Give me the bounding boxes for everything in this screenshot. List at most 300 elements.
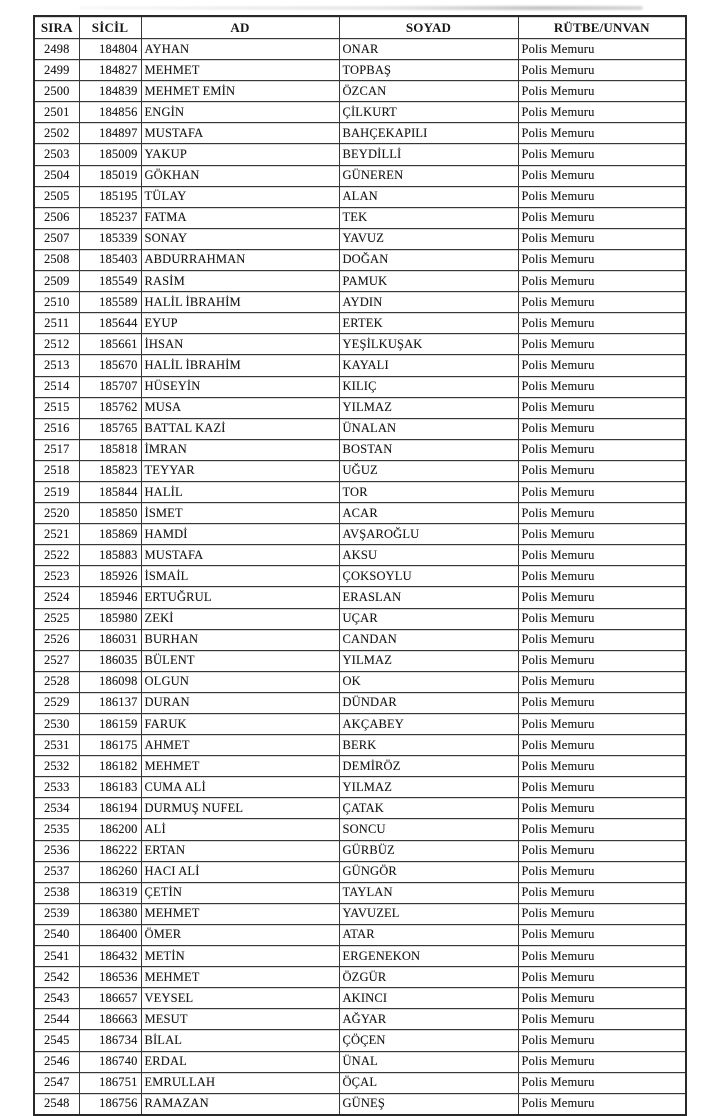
table-row: [34, 1093, 686, 1115]
cell-sira: 2511: [34, 313, 79, 334]
cell-soyad: DOĞAN: [339, 249, 518, 270]
table-row: [34, 545, 686, 566]
cell-sicil: 185707: [79, 376, 141, 397]
cell-soyad: AKÇABEY: [339, 714, 518, 735]
table-row: [34, 735, 686, 756]
cell-soyad: ÜNALAN: [339, 418, 518, 439]
cell-rutbe-unvan: Polis Memuru: [518, 355, 686, 376]
cell-rutbe-unvan: Polis Memuru: [518, 102, 686, 123]
cell-sira: 2498: [34, 39, 79, 60]
cell-sira: 2507: [34, 228, 79, 249]
cell-ad: AYHAN: [141, 39, 339, 60]
table-row: [34, 798, 686, 819]
cell-soyad: ERTEK: [339, 313, 518, 334]
table-row: [34, 1009, 686, 1030]
table-row: [34, 714, 686, 735]
cell-soyad: AKINCI: [339, 988, 518, 1009]
cell-sira: 2521: [34, 524, 79, 545]
cell-sira: 2525: [34, 608, 79, 629]
cell-sicil: 185019: [79, 165, 141, 186]
cell-sicil: 185670: [79, 355, 141, 376]
cell-ad: İMRAN: [141, 439, 339, 460]
table-row: [34, 524, 686, 545]
cell-sicil: 185869: [79, 524, 141, 545]
cell-ad: MEHMET: [141, 903, 339, 924]
cell-ad: VEYSEL: [141, 988, 339, 1009]
cell-sicil: 186751: [79, 1072, 141, 1093]
cell-ad: FARUK: [141, 714, 339, 735]
cell-sicil: 185644: [79, 313, 141, 334]
cell-rutbe-unvan: Polis Memuru: [518, 756, 686, 777]
cell-sicil: 185765: [79, 418, 141, 439]
table-row: [34, 882, 686, 903]
cell-soyad: YAVUZ: [339, 228, 518, 249]
cell-ad: METİN: [141, 946, 339, 967]
table-row: [34, 903, 686, 924]
cell-ad: HACI ALİ: [141, 861, 339, 882]
cell-soyad: GÜNEŞ: [339, 1093, 518, 1115]
cell-soyad: KILIÇ: [339, 376, 518, 397]
cell-sira: 2547: [34, 1072, 79, 1093]
cell-soyad: YILMAZ: [339, 397, 518, 418]
cell-sicil: 186400: [79, 924, 141, 945]
cell-ad: İSMET: [141, 503, 339, 524]
table-row: [34, 271, 686, 292]
cell-sicil: 186657: [79, 988, 141, 1009]
cell-ad: MEHMET: [141, 967, 339, 988]
cell-sicil: 186183: [79, 777, 141, 798]
table-row: [34, 313, 686, 334]
cell-sira: 2503: [34, 144, 79, 165]
cell-rutbe-unvan: Polis Memuru: [518, 1072, 686, 1093]
cell-soyad: TEK: [339, 207, 518, 228]
cell-rutbe-unvan: Polis Memuru: [518, 271, 686, 292]
cell-sicil: 186159: [79, 714, 141, 735]
cell-rutbe-unvan: Polis Memuru: [518, 1009, 686, 1030]
cell-rutbe-unvan: Polis Memuru: [518, 924, 686, 945]
cell-ad: ÇETİN: [141, 882, 339, 903]
table-row: [34, 355, 686, 376]
cell-sicil: 186380: [79, 903, 141, 924]
cell-sira: 2548: [34, 1093, 79, 1115]
cell-sira: 2537: [34, 861, 79, 882]
table-row: [34, 460, 686, 481]
cell-rutbe-unvan: Polis Memuru: [518, 1093, 686, 1115]
table-row: [34, 144, 686, 165]
cell-rutbe-unvan: Polis Memuru: [518, 1030, 686, 1051]
table-row: [34, 60, 686, 81]
cell-rutbe-unvan: Polis Memuru: [518, 460, 686, 481]
column-header-rutbe-unvan: RÜTBE/UNVAN: [518, 16, 686, 39]
cell-rutbe-unvan: Polis Memuru: [518, 671, 686, 692]
cell-sira: 2526: [34, 629, 79, 650]
table-row: [34, 418, 686, 439]
cell-soyad: UĞUZ: [339, 460, 518, 481]
cell-ad: MUSA: [141, 397, 339, 418]
cell-rutbe-unvan: Polis Memuru: [518, 503, 686, 524]
table-row: [34, 249, 686, 270]
cell-sira: 2527: [34, 650, 79, 671]
cell-rutbe-unvan: Polis Memuru: [518, 1051, 686, 1072]
cell-sicil: 186182: [79, 756, 141, 777]
cell-soyad: AYDIN: [339, 292, 518, 313]
cell-rutbe-unvan: Polis Memuru: [518, 186, 686, 207]
cell-soyad: ERGENEKON: [339, 946, 518, 967]
cell-rutbe-unvan: Polis Memuru: [518, 882, 686, 903]
cell-sicil: 185339: [79, 228, 141, 249]
cell-rutbe-unvan: Polis Memuru: [518, 481, 686, 502]
cell-soyad: ÇATAK: [339, 798, 518, 819]
cell-ad: GÖKHAN: [141, 165, 339, 186]
table-row: [34, 397, 686, 418]
column-header-sicil: SİCİL: [79, 16, 141, 39]
cell-sira: 2536: [34, 840, 79, 861]
cell-soyad: GÜNEREN: [339, 165, 518, 186]
cell-rutbe-unvan: Polis Memuru: [518, 587, 686, 608]
cell-soyad: GÜNGÖR: [339, 861, 518, 882]
cell-sira: 2544: [34, 1009, 79, 1030]
table-row: [34, 566, 686, 587]
table-row: [34, 228, 686, 249]
scan-artifact: [78, 6, 643, 10]
cell-sira: 2528: [34, 671, 79, 692]
cell-ad: İHSAN: [141, 334, 339, 355]
cell-soyad: YILMAZ: [339, 650, 518, 671]
cell-sicil: 186663: [79, 1009, 141, 1030]
cell-soyad: BAHÇEKAPILI: [339, 123, 518, 144]
cell-rutbe-unvan: Polis Memuru: [518, 292, 686, 313]
cell-sicil: 185883: [79, 545, 141, 566]
cell-sicil: 185237: [79, 207, 141, 228]
cell-soyad: DEMİRÖZ: [339, 756, 518, 777]
cell-rutbe-unvan: Polis Memuru: [518, 735, 686, 756]
personnel-table: [33, 15, 687, 1116]
cell-soyad: ACAR: [339, 503, 518, 524]
cell-soyad: OK: [339, 671, 518, 692]
cell-ad: İSMAİL: [141, 566, 339, 587]
cell-sicil: 185823: [79, 460, 141, 481]
cell-soyad: AVŞAROĞLU: [339, 524, 518, 545]
cell-soyad: DÜNDAR: [339, 692, 518, 713]
cell-sira: 2523: [34, 566, 79, 587]
cell-sicil: 185762: [79, 397, 141, 418]
cell-ad: TÜLAY: [141, 186, 339, 207]
cell-ad: ERTAN: [141, 840, 339, 861]
table-header: [34, 16, 686, 39]
cell-rutbe-unvan: Polis Memuru: [518, 629, 686, 650]
cell-sira: 2515: [34, 397, 79, 418]
cell-rutbe-unvan: Polis Memuru: [518, 988, 686, 1009]
cell-sira: 2542: [34, 967, 79, 988]
cell-soyad: TAYLAN: [339, 882, 518, 903]
cell-soyad: BOSTAN: [339, 439, 518, 460]
cell-sira: 2529: [34, 692, 79, 713]
cell-ad: HAMDİ: [141, 524, 339, 545]
cell-sicil: 185589: [79, 292, 141, 313]
cell-rutbe-unvan: Polis Memuru: [518, 566, 686, 587]
cell-sicil: 186175: [79, 735, 141, 756]
cell-rutbe-unvan: Polis Memuru: [518, 967, 686, 988]
cell-rutbe-unvan: Polis Memuru: [518, 545, 686, 566]
cell-ad: AHMET: [141, 735, 339, 756]
table-row: [34, 165, 686, 186]
table-row: [34, 924, 686, 945]
cell-soyad: ÇÖÇEN: [339, 1030, 518, 1051]
cell-soyad: YEŞİLKUŞAK: [339, 334, 518, 355]
cell-sicil: 185818: [79, 439, 141, 460]
table-row: [34, 608, 686, 629]
cell-ad: DURMUŞ NUFEL: [141, 798, 339, 819]
cell-sira: 2539: [34, 903, 79, 924]
cell-sira: 2517: [34, 439, 79, 460]
cell-soyad: ÖZGÜR: [339, 967, 518, 988]
cell-ad: BÜLENT: [141, 650, 339, 671]
cell-rutbe-unvan: Polis Memuru: [518, 207, 686, 228]
cell-soyad: ATAR: [339, 924, 518, 945]
cell-rutbe-unvan: Polis Memuru: [518, 946, 686, 967]
cell-sira: 2506: [34, 207, 79, 228]
cell-rutbe-unvan: Polis Memuru: [518, 418, 686, 439]
cell-sira: 2516: [34, 418, 79, 439]
column-header-ad: AD: [141, 16, 339, 39]
cell-ad: MEHMET EMİN: [141, 81, 339, 102]
cell-rutbe-unvan: Polis Memuru: [518, 228, 686, 249]
cell-sicil: 186734: [79, 1030, 141, 1051]
cell-sicil: 185661: [79, 334, 141, 355]
cell-sira: 2513: [34, 355, 79, 376]
cell-soyad: AĞYAR: [339, 1009, 518, 1030]
cell-sira: 2510: [34, 292, 79, 313]
cell-ad: MUSTAFA: [141, 545, 339, 566]
table-row: [34, 1072, 686, 1093]
table-row: [34, 503, 686, 524]
cell-soyad: TOR: [339, 481, 518, 502]
cell-sicil: 185844: [79, 481, 141, 502]
cell-sira: 2538: [34, 882, 79, 903]
cell-ad: ALİ: [141, 819, 339, 840]
cell-ad: MUSTAFA: [141, 123, 339, 144]
table-row: [34, 777, 686, 798]
cell-ad: YAKUP: [141, 144, 339, 165]
cell-sicil: 186035: [79, 650, 141, 671]
cell-sicil: 185009: [79, 144, 141, 165]
table-row: [34, 1051, 686, 1072]
cell-sira: 2533: [34, 777, 79, 798]
cell-ad: MEHMET: [141, 756, 339, 777]
table-row: [34, 39, 686, 60]
table-row: [34, 756, 686, 777]
table-row: [34, 967, 686, 988]
table-row: [34, 439, 686, 460]
cell-ad: HALİL İBRAHİM: [141, 292, 339, 313]
column-header-soyad: SOYAD: [339, 16, 518, 39]
cell-soyad: KAYALI: [339, 355, 518, 376]
cell-rutbe-unvan: Polis Memuru: [518, 903, 686, 924]
cell-sira: 2524: [34, 587, 79, 608]
cell-sira: 2530: [34, 714, 79, 735]
table-row: [34, 186, 686, 207]
cell-sicil: 186260: [79, 861, 141, 882]
cell-ad: MEHMET: [141, 60, 339, 81]
cell-rutbe-unvan: Polis Memuru: [518, 249, 686, 270]
table-row: [34, 123, 686, 144]
cell-rutbe-unvan: Polis Memuru: [518, 334, 686, 355]
cell-sira: 2508: [34, 249, 79, 270]
cell-rutbe-unvan: Polis Memuru: [518, 608, 686, 629]
cell-sira: 2512: [34, 334, 79, 355]
cell-ad: OLGUN: [141, 671, 339, 692]
cell-sira: 2519: [34, 481, 79, 502]
column-header-sira: SIRA: [34, 16, 79, 39]
table-row: [34, 81, 686, 102]
cell-ad: BURHAN: [141, 629, 339, 650]
cell-sicil: 185946: [79, 587, 141, 608]
cell-sicil: 184839: [79, 81, 141, 102]
cell-sira: 2514: [34, 376, 79, 397]
cell-sicil: 186756: [79, 1093, 141, 1115]
cell-rutbe-unvan: Polis Memuru: [518, 439, 686, 460]
cell-sicil: 186200: [79, 819, 141, 840]
cell-soyad: ÇİLKURT: [339, 102, 518, 123]
cell-sira: 2543: [34, 988, 79, 1009]
cell-ad: DURAN: [141, 692, 339, 713]
cell-soyad: UÇAR: [339, 608, 518, 629]
table-row: [34, 207, 686, 228]
table-row: [34, 840, 686, 861]
table-row: [34, 692, 686, 713]
cell-sira: 2535: [34, 819, 79, 840]
cell-sira: 2504: [34, 165, 79, 186]
cell-soyad: ALAN: [339, 186, 518, 207]
table-row: [34, 946, 686, 967]
cell-sicil: 185195: [79, 186, 141, 207]
table-row: [34, 376, 686, 397]
cell-soyad: ONAR: [339, 39, 518, 60]
cell-sicil: 186031: [79, 629, 141, 650]
cell-soyad: CANDAN: [339, 629, 518, 650]
cell-ad: RAMAZAN: [141, 1093, 339, 1115]
cell-soyad: BERK: [339, 735, 518, 756]
cell-ad: HALİL İBRAHİM: [141, 355, 339, 376]
cell-ad: EMRULLAH: [141, 1072, 339, 1093]
table-row: [34, 819, 686, 840]
cell-rutbe-unvan: Polis Memuru: [518, 144, 686, 165]
cell-ad: MESUT: [141, 1009, 339, 1030]
cell-sicil: 185850: [79, 503, 141, 524]
cell-ad: HALİL: [141, 481, 339, 502]
cell-rutbe-unvan: Polis Memuru: [518, 861, 686, 882]
cell-rutbe-unvan: Polis Memuru: [518, 798, 686, 819]
cell-sira: 2540: [34, 924, 79, 945]
table-body: [34, 39, 686, 1115]
table-row: [34, 587, 686, 608]
cell-sicil: 185926: [79, 566, 141, 587]
cell-soyad: YILMAZ: [339, 777, 518, 798]
cell-rutbe-unvan: Polis Memuru: [518, 777, 686, 798]
cell-sicil: 186319: [79, 882, 141, 903]
cell-rutbe-unvan: Polis Memuru: [518, 313, 686, 334]
cell-soyad: TOPBAŞ: [339, 60, 518, 81]
cell-soyad: BEYDİLLİ: [339, 144, 518, 165]
cell-sicil: 186098: [79, 671, 141, 692]
cell-rutbe-unvan: Polis Memuru: [518, 692, 686, 713]
cell-ad: ZEKİ: [141, 608, 339, 629]
table-row: [34, 334, 686, 355]
cell-ad: TEYYAR: [141, 460, 339, 481]
cell-soyad: ÇOKSOYLU: [339, 566, 518, 587]
cell-sicil: 186740: [79, 1051, 141, 1072]
table-row: [34, 102, 686, 123]
cell-sira: 2518: [34, 460, 79, 481]
cell-sicil: 184827: [79, 60, 141, 81]
cell-ad: BİLAL: [141, 1030, 339, 1051]
cell-rutbe-unvan: Polis Memuru: [518, 165, 686, 186]
cell-sira: 2499: [34, 60, 79, 81]
cell-rutbe-unvan: Polis Memuru: [518, 123, 686, 144]
cell-sira: 2522: [34, 545, 79, 566]
cell-sira: 2502: [34, 123, 79, 144]
cell-rutbe-unvan: Polis Memuru: [518, 819, 686, 840]
table-row: [34, 629, 686, 650]
cell-rutbe-unvan: Polis Memuru: [518, 650, 686, 671]
cell-ad: FATMA: [141, 207, 339, 228]
cell-sira: 2520: [34, 503, 79, 524]
cell-sicil: 186432: [79, 946, 141, 967]
cell-sicil: 184897: [79, 123, 141, 144]
cell-sicil: 186222: [79, 840, 141, 861]
cell-sira: 2501: [34, 102, 79, 123]
cell-rutbe-unvan: Polis Memuru: [518, 397, 686, 418]
cell-ad: EYUP: [141, 313, 339, 334]
table-row: [34, 988, 686, 1009]
cell-sicil: 184856: [79, 102, 141, 123]
cell-sira: 2546: [34, 1051, 79, 1072]
cell-ad: HÜSEYİN: [141, 376, 339, 397]
cell-ad: ENGİN: [141, 102, 339, 123]
cell-ad: ERTUĞRUL: [141, 587, 339, 608]
table-row: [34, 481, 686, 502]
cell-sicil: 185980: [79, 608, 141, 629]
cell-sicil: 184804: [79, 39, 141, 60]
cell-ad: CUMA ALİ: [141, 777, 339, 798]
cell-ad: RASİM: [141, 271, 339, 292]
cell-soyad: GÜRBÜZ: [339, 840, 518, 861]
cell-rutbe-unvan: Polis Memuru: [518, 60, 686, 81]
cell-sira: 2505: [34, 186, 79, 207]
cell-sicil: 186194: [79, 798, 141, 819]
cell-rutbe-unvan: Polis Memuru: [518, 81, 686, 102]
cell-ad: ABDURRAHMAN: [141, 249, 339, 270]
cell-ad: ERDAL: [141, 1051, 339, 1072]
table-row: [34, 861, 686, 882]
cell-rutbe-unvan: Polis Memuru: [518, 376, 686, 397]
table-row: [34, 650, 686, 671]
cell-sira: 2509: [34, 271, 79, 292]
cell-rutbe-unvan: Polis Memuru: [518, 39, 686, 60]
cell-soyad: ÖÇAL: [339, 1072, 518, 1093]
cell-soyad: SONCU: [339, 819, 518, 840]
cell-sira: 2545: [34, 1030, 79, 1051]
cell-rutbe-unvan: Polis Memuru: [518, 840, 686, 861]
table-row: [34, 671, 686, 692]
table-row: [34, 1030, 686, 1051]
cell-sira: 2531: [34, 735, 79, 756]
cell-soyad: YAVUZEL: [339, 903, 518, 924]
cell-ad: ÖMER: [141, 924, 339, 945]
cell-soyad: PAMUK: [339, 271, 518, 292]
cell-sicil: 186137: [79, 692, 141, 713]
cell-soyad: ÜNAL: [339, 1051, 518, 1072]
